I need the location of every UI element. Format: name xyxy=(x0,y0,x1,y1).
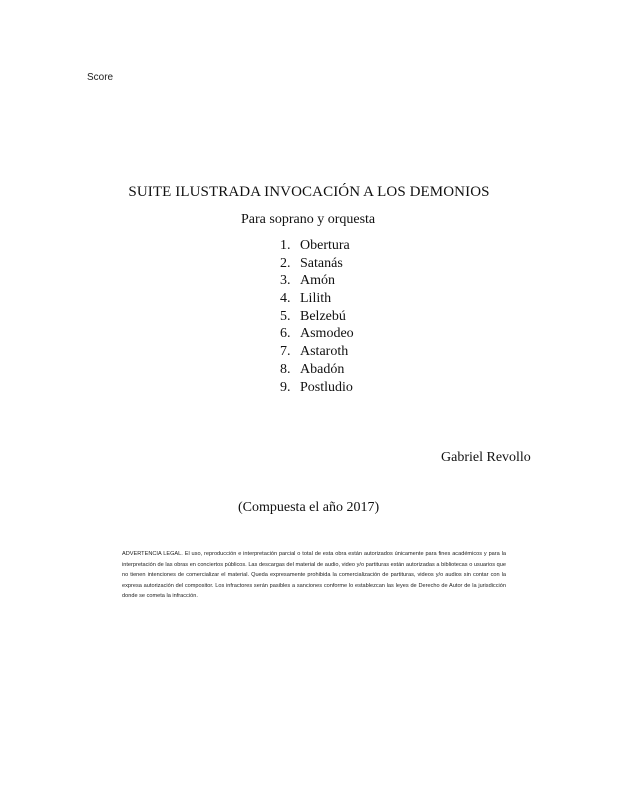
movement-item xyxy=(280,237,354,255)
movement-name: Amón xyxy=(300,273,335,289)
score-header-label: Score xyxy=(87,72,114,83)
suite-subtitle: Para soprano y orquesta xyxy=(241,212,376,227)
movement-item xyxy=(280,379,354,397)
movement-number: 6. xyxy=(280,326,291,342)
movement-number: 3. xyxy=(280,273,291,289)
movement-item xyxy=(280,361,354,379)
movement-item xyxy=(280,290,354,308)
movement-number: 8. xyxy=(280,361,291,377)
composition-date: (Compuesta el año 2017) xyxy=(238,500,380,515)
movement-list xyxy=(280,237,354,396)
movement-name: Satanás xyxy=(300,255,343,271)
movement-number: 9. xyxy=(280,379,291,395)
movement-name: Obertura xyxy=(300,238,350,253)
movement-name: Belzebú xyxy=(300,308,346,324)
movement-name: Astaroth xyxy=(300,344,349,360)
movement-number: 1. xyxy=(280,238,291,253)
movement-name: Lilith xyxy=(300,291,332,307)
legal-notice-lead: ADVERTENCIA LEGAL. xyxy=(122,551,183,557)
movement-name: Postludio xyxy=(300,379,353,395)
movement-number: 4. xyxy=(280,291,291,307)
movement-number: 5. xyxy=(280,308,291,324)
legal-notice-body: El uso, reproducción e interpretación parcial o total de esta obra están autorizados únicamente para fines académicos y para la interpretación de las obras en conciertos públicos. Las descargas del material de audio, video y/o partituras están autorizadas a bibliotecas o usuarios que no tienen intenciones de comercializar el material. Queda expresamente prohibida la comercialización de partituras, videos y/o audios sin contar con la expresa autorización del compositor. Los infractores serán pasibles a sanciones conforme lo establezcan las leyes de Derecho de Autor de la jurisdicción donde se cometa la infracción. xyxy=(122,551,506,599)
movement-item xyxy=(280,343,354,361)
movement-name: Abadón xyxy=(300,361,345,377)
movement-number: 2. xyxy=(280,255,291,271)
movement-item xyxy=(280,325,354,343)
movement-item xyxy=(280,308,354,326)
movement-item xyxy=(280,255,354,273)
movement-number: 7. xyxy=(280,344,291,360)
composer-name: Gabriel Revollo xyxy=(441,450,531,465)
suite-title: SUITE ILUSTRADA INVOCACIÓN A LOS DEMONIOS xyxy=(128,184,490,200)
movement-item xyxy=(280,272,354,290)
movement-name: Asmodeo xyxy=(300,326,354,342)
legal-notice xyxy=(122,549,506,602)
